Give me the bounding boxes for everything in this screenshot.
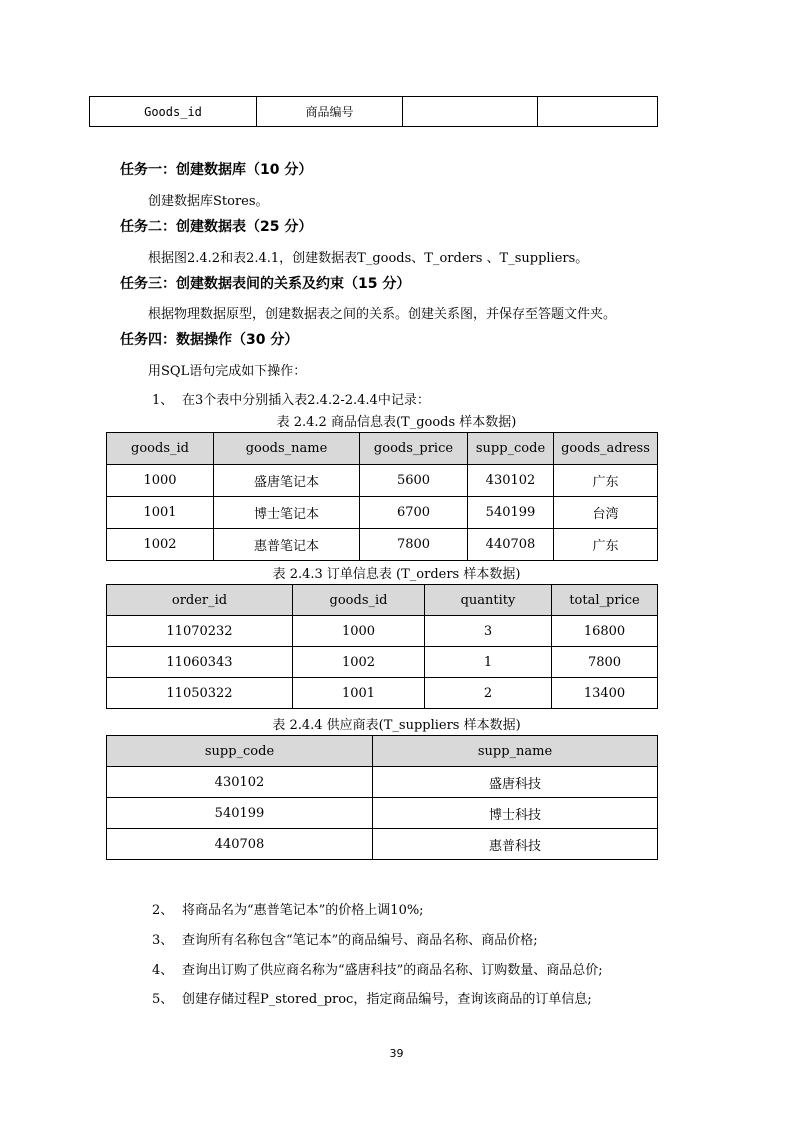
step-text: 查询出订购了供应商名称为“盛唐科技”的商品名称、订购数量、商品总价; (182, 963, 603, 978)
task-1-title: 任务一：创建数据库（10 分） (120, 162, 313, 178)
table-cell: 1002 (293, 647, 425, 678)
table-cell: Goods_id (90, 97, 257, 127)
table-cell: 430102 (468, 465, 554, 497)
table-cell: 1002 (107, 529, 214, 561)
column-header: goods_price (360, 433, 468, 465)
table-cell (538, 97, 658, 127)
table-cell: 1000 (107, 465, 214, 497)
table-cell: 盛唐科技 (373, 767, 658, 798)
table-header-row (107, 433, 658, 465)
step-text: 创建存储过程P_stored_proc，指定商品编号，查询该商品的订单信息; (182, 992, 592, 1007)
table-row (107, 767, 658, 798)
table-cell: 盛唐笔记本 (214, 465, 360, 497)
table-cell: 440708 (468, 529, 554, 561)
step-text: 将商品名为“惠普笔记本”的价格上调10%; (182, 903, 424, 918)
task-1-body: 创建数据库Stores。 (148, 194, 269, 209)
table-orders (106, 584, 658, 709)
table-goods-caption (0, 411, 793, 430)
table-cell (403, 97, 538, 127)
table-cell: 13400 (552, 678, 658, 709)
step-4 (152, 959, 603, 978)
table-cell: 广东 (554, 465, 658, 497)
table-goods (106, 432, 658, 561)
column-header: supp_code (468, 433, 554, 465)
task-3-title: 任务三：创建数据表间的关系及约束（15 分） (120, 276, 411, 292)
table-cell: 6700 (360, 497, 468, 529)
table-cell: 1001 (107, 497, 214, 529)
column-header: goods_adress (554, 433, 658, 465)
table-cell: 博士科技 (373, 798, 658, 829)
step-number: 4、 (152, 963, 174, 978)
table-cell: 2 (425, 678, 552, 709)
step-number: 1、 (152, 393, 174, 408)
table-cell: 540199 (468, 497, 554, 529)
step-number: 3、 (152, 933, 174, 948)
table-cell: 7800 (552, 647, 658, 678)
caption-text: 表 2.4.2 商品信息表(T_goods 样本数据) (276, 415, 517, 430)
task-3-body: 根据物理数据原型，创建数据表之间的关系。创建关系图，并保存至答题文件夹。 (148, 307, 617, 322)
column-header: goods_id (293, 585, 425, 616)
table-suppliers-caption (0, 714, 793, 733)
table-cell: 台湾 (554, 497, 658, 529)
table-cell: 5600 (360, 465, 468, 497)
step-5 (152, 988, 592, 1007)
table-orders-caption (0, 563, 793, 582)
step-1 (152, 389, 430, 408)
table-cell: 430102 (107, 767, 373, 798)
step-2 (152, 899, 424, 918)
table-cell: 540199 (107, 798, 373, 829)
table-cell: 440708 (107, 829, 373, 860)
table-cell: 16800 (552, 616, 658, 647)
column-header: order_id (107, 585, 293, 616)
task-4-body: 用SQL语句完成如下操作： (148, 364, 307, 379)
table-row (107, 829, 658, 860)
table-cell: 1001 (293, 678, 425, 709)
table-cell: 惠普笔记本 (214, 529, 360, 561)
task-2-body: 根据图2.4.2和表2.4.1，创建数据表T_goods、T_orders 、T_suppliers。 (148, 251, 589, 266)
table-suppliers (106, 735, 658, 860)
column-header: quantity (425, 585, 552, 616)
table-row (107, 678, 658, 709)
table-row (90, 97, 658, 127)
table-header-row (107, 736, 658, 767)
column-header: goods_name (214, 433, 360, 465)
table-cell: 11070232 (107, 616, 293, 647)
step-text: 在3个表中分别插入表2.4.2-2.4.4中记录： (182, 393, 430, 408)
table-cell: 1 (425, 647, 552, 678)
column-header: total_price (552, 585, 658, 616)
table-cell: 11060343 (107, 647, 293, 678)
step-3 (152, 929, 538, 948)
table-cell: 惠普科技 (373, 829, 658, 860)
task-2-title: 任务二：创建数据表（25 分） (120, 219, 313, 235)
table-cell: 广东 (554, 529, 658, 561)
field-table-fragment (89, 96, 658, 127)
table-cell: 7800 (360, 529, 468, 561)
column-header: supp_code (107, 736, 373, 767)
caption-text: 表 2.4.4 供应商表(T_suppliers 样本数据) (272, 718, 521, 733)
page-number: 39 (389, 1047, 404, 1060)
step-number: 5、 (152, 992, 174, 1007)
table-row (107, 497, 658, 529)
table-row (107, 798, 658, 829)
table-cell: 博士笔记本 (214, 497, 360, 529)
table-cell: 商品编号 (257, 97, 403, 127)
table-cell: 3 (425, 616, 552, 647)
table-row (107, 647, 658, 678)
table-cell: 11050322 (107, 678, 293, 709)
table-row (107, 529, 658, 561)
table-row (107, 465, 658, 497)
caption-text: 表 2.4.3 订单信息表 (T_orders 样本数据) (272, 567, 521, 582)
step-number: 2、 (152, 903, 174, 918)
table-cell: 1000 (293, 616, 425, 647)
table-header-row (107, 585, 658, 616)
table-row (107, 616, 658, 647)
column-header: supp_name (373, 736, 658, 767)
step-text: 查询所有名称包含“笔记本”的商品编号、商品名称、商品价格; (182, 933, 538, 948)
column-header: goods_id (107, 433, 214, 465)
task-4-title: 任务四：数据操作（30 分） (120, 332, 299, 348)
